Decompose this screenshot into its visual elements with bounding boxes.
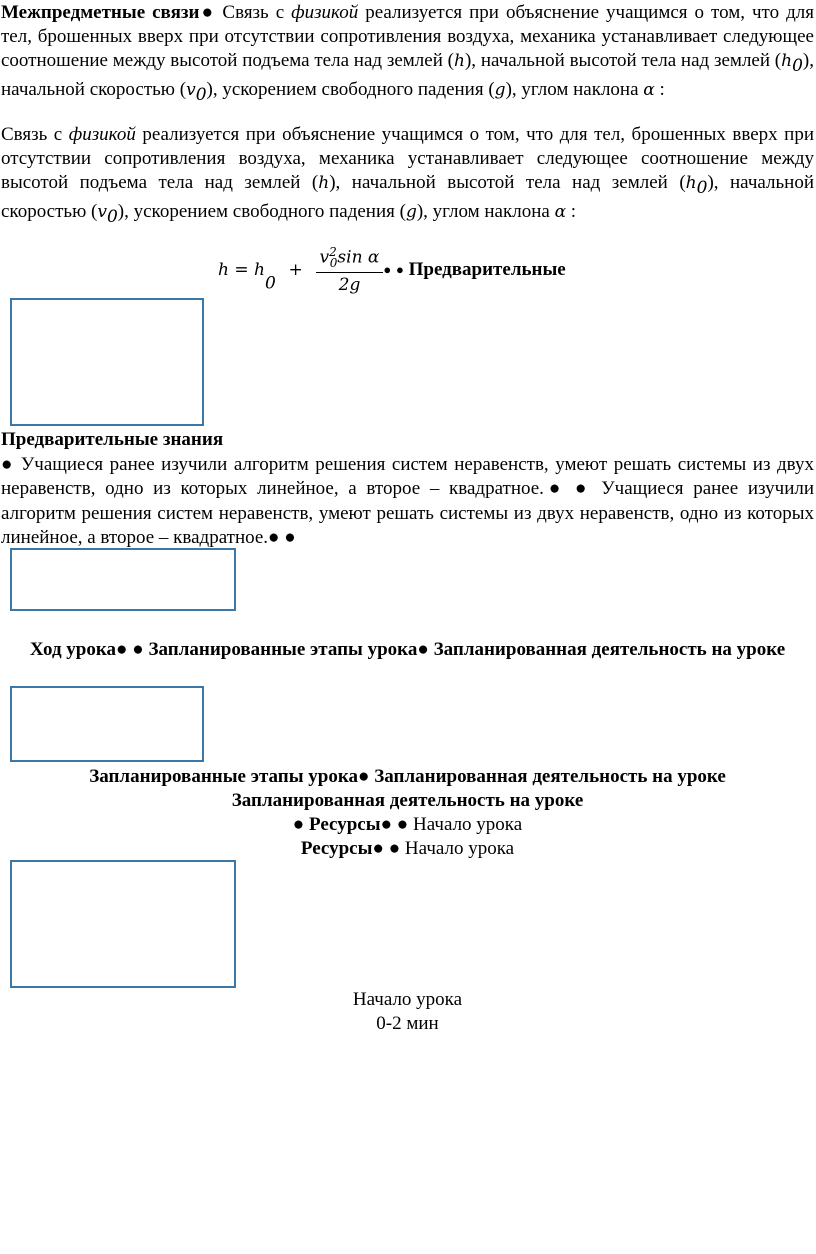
lesson-start-label: Начало урока: [404, 838, 515, 859]
text-fragment: ), ускорением свободного падения (: [206, 79, 495, 101]
bullet-icon: ●: [396, 262, 404, 278]
text-fragment: ), углом наклона: [505, 79, 644, 101]
text-fragment: :: [654, 79, 665, 101]
math-v0: v: [97, 202, 107, 223]
math-g: g: [405, 202, 417, 223]
math-alpha: α: [554, 202, 567, 223]
text-fragment: ), ускорением свободного падения (: [117, 201, 406, 223]
preliminary-text: Учащиеся ранее изучили алгоритм решения систем неравенств, умеют решать системы из двух неравенств, одно из которых линейное, а второе – квадратное.: [1, 478, 815, 548]
math-h0: h: [781, 51, 793, 72]
lesson-start-label: Начало урока: [352, 989, 463, 1010]
num-sub: 0: [329, 256, 338, 271]
text-fragment: реализуется при объяснение учащимся о том, что для тел, брошенных вверх при отсутствии сопротивления воздуха, механика устанавливает следующее соотношение между высотой подъема тела над землей (: [1, 124, 814, 194]
bullet-icon: ●: [268, 527, 280, 548]
physics-word: физикой: [291, 2, 359, 23]
bullet-icon: ●: [383, 262, 392, 278]
image-placeholder-2: [10, 548, 236, 611]
math-alpha: α: [643, 80, 655, 101]
num-rest: sin α: [337, 247, 380, 268]
num-v: v: [319, 247, 330, 268]
preliminary-text: Учащиеся ранее изучили алгоритм решения систем неравенств, умеют решать системы из двух неравенств, одно из которых линейное, а второе – квадратное.: [1, 453, 815, 499]
math-sub: 0: [792, 56, 803, 77]
text-fragment: ), начальной высотой тела над землей (: [329, 172, 686, 194]
bullet-icon: ●: [372, 838, 384, 859]
math-g: g: [494, 80, 506, 101]
lesson-start-label: Начало урока: [413, 814, 523, 835]
planned-activity-label: Запланированная деятельность на уроке: [231, 790, 584, 811]
math-sub: 0: [106, 207, 118, 228]
planned-stages-label: Запланированные этапы урока: [148, 639, 418, 660]
formula-plus: +: [288, 260, 303, 281]
text-fragment: Связь с: [222, 2, 292, 23]
lesson-start-time: 0-2 мин: [376, 1013, 439, 1034]
resources-label: Ресурсы: [309, 814, 381, 835]
physics-word: физикой: [68, 124, 136, 145]
bullet-icon: ●: [380, 814, 393, 835]
math-sub: 0: [195, 85, 207, 106]
planned-activity-label: Запланированная деятельность на уроке: [374, 766, 726, 787]
math-v0: v: [186, 80, 196, 101]
text-fragment: Связь с: [1, 124, 69, 145]
lesson-start-block: [1, 988, 814, 1036]
stages-block: [1, 765, 814, 861]
image-placeholder-3: [10, 686, 204, 762]
lesson-flow-title: Ход урока: [29, 639, 117, 660]
text-fragment: реализуется при объяснение учащимся о том, что для тел, брошенных вверх при отсутствии сопротивления воздуха, механика устанавливает следующее соотношение между высотой подъема тела над землей (: [1, 2, 814, 72]
bullet-icon: ●: [292, 814, 305, 835]
lesson-flow-heading: [1, 637, 814, 663]
math-h: h: [318, 173, 330, 194]
bullet-icon: ●: [543, 478, 566, 499]
interdisciplinary-block-a: [1, 1, 814, 107]
planned-stages-label: Запланированные этапы урока: [89, 766, 359, 787]
preliminary-label: Предварительные: [408, 259, 566, 281]
bullet-icon: ●: [284, 527, 296, 548]
formula-line: [218, 245, 638, 301]
bullet-icon: ●: [396, 814, 409, 835]
bullet-icon: ●: [199, 2, 216, 23]
preliminary-knowledge-block: [1, 428, 814, 551]
bullet-icon: ●: [116, 639, 128, 660]
text-fragment: ), начальной высотой тела над землей (: [464, 50, 782, 72]
bullet-icon: ●: [132, 639, 144, 660]
image-placeholder-1: [10, 298, 204, 426]
section-heading-interdisciplinary: Межпредметные связи: [1, 2, 200, 23]
bullet-icon: ●: [575, 478, 592, 499]
text-fragment: ), начальной скоростью (: [1, 172, 814, 223]
text-fragment: :: [566, 201, 577, 223]
num-sup: 2: [329, 245, 337, 259]
formula-denominator: 2g: [338, 275, 361, 296]
text-fragment: ), углом наклона: [416, 201, 555, 223]
resources-label: Ресурсы: [300, 838, 373, 859]
bullet-icon: ●: [388, 838, 401, 859]
formula-numerator: [316, 245, 384, 273]
text-fragment: ), начальной скоростью (: [1, 50, 814, 101]
bullet-icon: ●: [417, 639, 429, 660]
bullet-icon: ●: [1, 453, 15, 475]
planned-activity-label: Запланированная деятельность на уроке: [433, 639, 786, 660]
image-placeholder-4: [10, 860, 236, 988]
interdisciplinary-block-b: [1, 123, 814, 229]
formula-lhs: h = h: [218, 260, 265, 281]
formula-fraction: [316, 245, 384, 295]
math-h: h: [454, 51, 465, 72]
math-h0: h: [685, 173, 697, 194]
formula-sub: 0: [264, 273, 276, 294]
section-heading-preliminary: Предварительные знания: [1, 429, 224, 450]
math-sub: 0: [696, 178, 708, 199]
bullet-icon: ●: [358, 766, 370, 787]
